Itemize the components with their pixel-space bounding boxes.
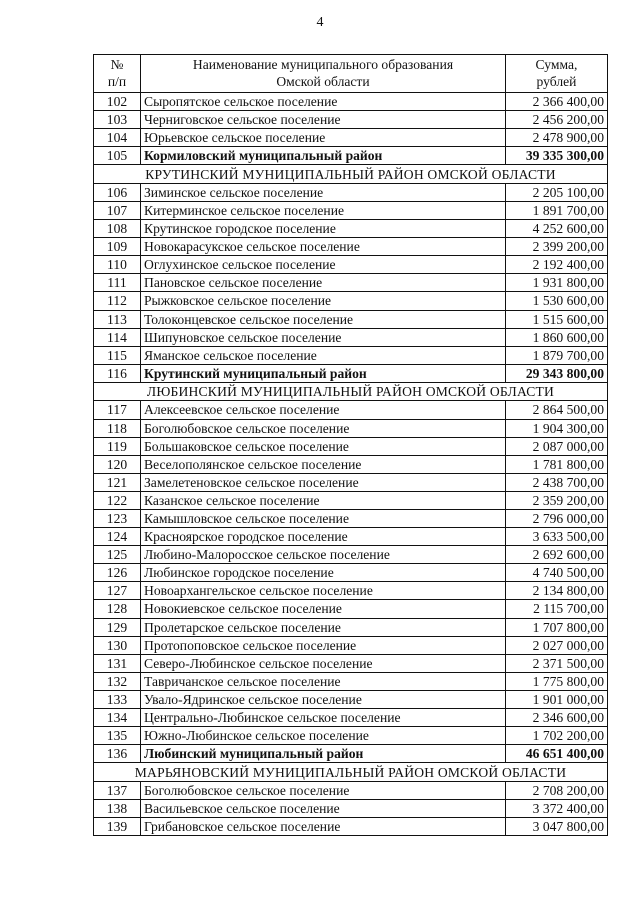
- table-row: [94, 582, 608, 600]
- header-number: [94, 55, 141, 93]
- row-name: Пановское сельское поселение: [141, 274, 506, 292]
- row-name: Васильевское сельское поселение: [141, 799, 506, 817]
- row-number: 128: [94, 600, 141, 618]
- row-sum: 1 781 800,00: [506, 455, 608, 473]
- row-name: Толоконцевское сельское поселение: [141, 310, 506, 328]
- table-row: [94, 491, 608, 509]
- row-name: Китерминское сельское поселение: [141, 201, 506, 219]
- row-sum: 2 796 000,00: [506, 509, 608, 527]
- row-name: Северо-Любинское сельское поселение: [141, 654, 506, 672]
- table-row: [94, 437, 608, 455]
- row-number: 137: [94, 781, 141, 799]
- row-sum: 1 530 600,00: [506, 292, 608, 310]
- row-number: 129: [94, 618, 141, 636]
- header-name: [141, 55, 506, 93]
- table-row: [94, 220, 608, 238]
- region-header-row: [94, 165, 608, 184]
- row-sum: 2 115 700,00: [506, 600, 608, 618]
- region-header-row: [94, 763, 608, 782]
- table-row: [94, 328, 608, 346]
- row-name: Боголюбовское сельское поселение: [141, 419, 506, 437]
- row-sum: 2 366 400,00: [506, 93, 608, 111]
- header-name-line2: Омской области: [276, 74, 370, 89]
- table-row: [94, 618, 608, 636]
- region-title: ЛЮБИНСКИЙ МУНИЦИПАЛЬНЫЙ РАЙОН ОМСКОЙ ОБЛАСТИ: [94, 382, 608, 401]
- table-row: [94, 528, 608, 546]
- table-row: [94, 817, 608, 835]
- row-number: 109: [94, 238, 141, 256]
- table-row: [94, 346, 608, 364]
- row-number: 112: [94, 292, 141, 310]
- row-number: 125: [94, 546, 141, 564]
- row-name: Зиминское сельское поселение: [141, 183, 506, 201]
- table-row: [94, 256, 608, 274]
- row-name: Новокарасукское сельское поселение: [141, 238, 506, 256]
- row-number: 117: [94, 401, 141, 419]
- header-sum-line1: Сумма,: [535, 57, 578, 72]
- table-row: [94, 690, 608, 708]
- row-number: 124: [94, 528, 141, 546]
- table-row: [94, 111, 608, 129]
- row-sum: 2 708 200,00: [506, 781, 608, 799]
- table-row: [94, 564, 608, 582]
- row-name: Крутинское городское поселение: [141, 220, 506, 238]
- row-name: Новоархангельское сельское поселение: [141, 582, 506, 600]
- table-row: [94, 509, 608, 527]
- row-name: Большаковское сельское поселение: [141, 437, 506, 455]
- row-number: 132: [94, 672, 141, 690]
- region-title: КРУТИНСКИЙ МУНИЦИПАЛЬНЫЙ РАЙОН ОМСКОЙ ОБЛАСТИ: [94, 165, 608, 184]
- table-body: [94, 93, 608, 836]
- row-sum: 2 359 200,00: [506, 491, 608, 509]
- row-number: 133: [94, 690, 141, 708]
- row-sum: 2 346 600,00: [506, 709, 608, 727]
- row-name: Алексеевское сельское поселение: [141, 401, 506, 419]
- row-sum: 3 047 800,00: [506, 817, 608, 835]
- row-number: 136: [94, 745, 141, 763]
- row-name: Новокиевское сельское поселение: [141, 600, 506, 618]
- table-row: [94, 310, 608, 328]
- table-row: [94, 238, 608, 256]
- row-name: Оглухинское сельское поселение: [141, 256, 506, 274]
- row-number: 115: [94, 346, 141, 364]
- row-number: 111: [94, 274, 141, 292]
- row-sum: 1 879 700,00: [506, 346, 608, 364]
- table-row: [94, 709, 608, 727]
- row-sum: 2 027 000,00: [506, 636, 608, 654]
- row-sum: 3 633 500,00: [506, 528, 608, 546]
- row-number: 106: [94, 183, 141, 201]
- row-sum: 1 901 000,00: [506, 690, 608, 708]
- row-sum: 29 343 800,00: [506, 364, 608, 382]
- row-name: Красноярское городское поселение: [141, 528, 506, 546]
- row-number: 121: [94, 473, 141, 491]
- row-name: Любино-Малоросское сельское поселение: [141, 546, 506, 564]
- row-name: Камышловское сельское поселение: [141, 509, 506, 527]
- row-name: Центрально-Любинское сельское поселение: [141, 709, 506, 727]
- row-name: Рыжковское сельское поселение: [141, 292, 506, 310]
- header-number-line2: п/п: [107, 74, 127, 89]
- row-number: 113: [94, 310, 141, 328]
- row-number: 122: [94, 491, 141, 509]
- row-sum: 1 904 300,00: [506, 419, 608, 437]
- row-number: 139: [94, 817, 141, 835]
- district-total-row: [94, 364, 608, 382]
- row-sum: 39 335 300,00: [506, 147, 608, 165]
- row-sum: 2 371 500,00: [506, 654, 608, 672]
- row-sum: 2 205 100,00: [506, 183, 608, 201]
- region-title: МАРЬЯНОВСКИЙ МУНИЦИПАЛЬНЫЙ РАЙОН ОМСКОЙ ОБЛАСТИ: [94, 763, 608, 782]
- row-name: Кормиловский муниципальный район: [141, 147, 506, 165]
- row-sum: 2 399 200,00: [506, 238, 608, 256]
- table-row: [94, 781, 608, 799]
- table-row: [94, 292, 608, 310]
- row-number: 108: [94, 220, 141, 238]
- row-name: Боголюбовское сельское поселение: [141, 781, 506, 799]
- row-name: Юрьевское сельское поселение: [141, 129, 506, 147]
- row-number: 104: [94, 129, 141, 147]
- row-sum: 4 252 600,00: [506, 220, 608, 238]
- row-number: 105: [94, 147, 141, 165]
- row-number: 118: [94, 419, 141, 437]
- row-number: 103: [94, 111, 141, 129]
- row-name: Шипуновское сельское поселение: [141, 328, 506, 346]
- row-number: 110: [94, 256, 141, 274]
- allocation-table: [93, 54, 608, 836]
- row-name: Тавричанское сельское поселение: [141, 672, 506, 690]
- row-number: 114: [94, 328, 141, 346]
- table-row: [94, 129, 608, 147]
- row-name: Увало-Ядринское сельское поселение: [141, 690, 506, 708]
- row-sum: 2 864 500,00: [506, 401, 608, 419]
- row-number: 130: [94, 636, 141, 654]
- header-number-line1: №: [110, 57, 124, 72]
- row-sum: 2 087 000,00: [506, 437, 608, 455]
- row-sum: 2 134 800,00: [506, 582, 608, 600]
- table-row: [94, 419, 608, 437]
- row-number: 126: [94, 564, 141, 582]
- row-name: Южно-Любинское сельское поселение: [141, 727, 506, 745]
- row-sum: 1 702 200,00: [506, 727, 608, 745]
- row-number: 116: [94, 364, 141, 382]
- row-number: 102: [94, 93, 141, 111]
- table-row: [94, 473, 608, 491]
- row-sum: 2 456 200,00: [506, 111, 608, 129]
- row-sum: 1 515 600,00: [506, 310, 608, 328]
- row-sum: 1 931 800,00: [506, 274, 608, 292]
- row-name: Веселополянское сельское поселение: [141, 455, 506, 473]
- row-name: Любинское городское поселение: [141, 564, 506, 582]
- row-number: 119: [94, 437, 141, 455]
- row-name: Протопоповское сельское поселение: [141, 636, 506, 654]
- row-name: Грибановское сельское поселение: [141, 817, 506, 835]
- row-sum: 1 891 700,00: [506, 201, 608, 219]
- row-name: Пролетарское сельское поселение: [141, 618, 506, 636]
- row-name: Крутинский муниципальный район: [141, 364, 506, 382]
- header-name-line1: Наименование муниципального образования: [192, 57, 454, 72]
- header-sum: [506, 55, 608, 93]
- row-name: Казанское сельское поселение: [141, 491, 506, 509]
- row-sum: 1 860 600,00: [506, 328, 608, 346]
- table-row: [94, 201, 608, 219]
- row-name: Любинский муниципальный район: [141, 745, 506, 763]
- table-row: [94, 727, 608, 745]
- row-name: Сыропятское сельское поселение: [141, 93, 506, 111]
- table-row: [94, 274, 608, 292]
- table-header-row: [94, 55, 608, 93]
- row-name: Замелетеновское сельское поселение: [141, 473, 506, 491]
- row-sum: 3 372 400,00: [506, 799, 608, 817]
- row-number: 123: [94, 509, 141, 527]
- row-sum: 2 692 600,00: [506, 546, 608, 564]
- district-total-row: [94, 147, 608, 165]
- row-sum: 1 707 800,00: [506, 618, 608, 636]
- table-row: [94, 183, 608, 201]
- table-row: [94, 799, 608, 817]
- row-sum: 46 651 400,00: [506, 745, 608, 763]
- district-total-row: [94, 745, 608, 763]
- row-sum: 2 192 400,00: [506, 256, 608, 274]
- row-sum: 4 740 500,00: [506, 564, 608, 582]
- row-sum: 2 478 900,00: [506, 129, 608, 147]
- table-row: [94, 401, 608, 419]
- table-row: [94, 636, 608, 654]
- row-name: Яманское сельское поселение: [141, 346, 506, 364]
- page-number: 4: [316, 15, 324, 30]
- row-number: 127: [94, 582, 141, 600]
- region-header-row: [94, 382, 608, 401]
- table-row: [94, 455, 608, 473]
- row-name: Черниговское сельское поселение: [141, 111, 506, 129]
- table-row: [94, 600, 608, 618]
- table-row: [94, 654, 608, 672]
- row-number: 131: [94, 654, 141, 672]
- row-sum: 2 438 700,00: [506, 473, 608, 491]
- table-row: [94, 93, 608, 111]
- table-row: [94, 672, 608, 690]
- row-number: 120: [94, 455, 141, 473]
- row-number: 134: [94, 709, 141, 727]
- header-sum-line2: рублей: [536, 74, 577, 89]
- row-number: 107: [94, 201, 141, 219]
- row-number: 135: [94, 727, 141, 745]
- row-number: 138: [94, 799, 141, 817]
- row-sum: 1 775 800,00: [506, 672, 608, 690]
- table-row: [94, 546, 608, 564]
